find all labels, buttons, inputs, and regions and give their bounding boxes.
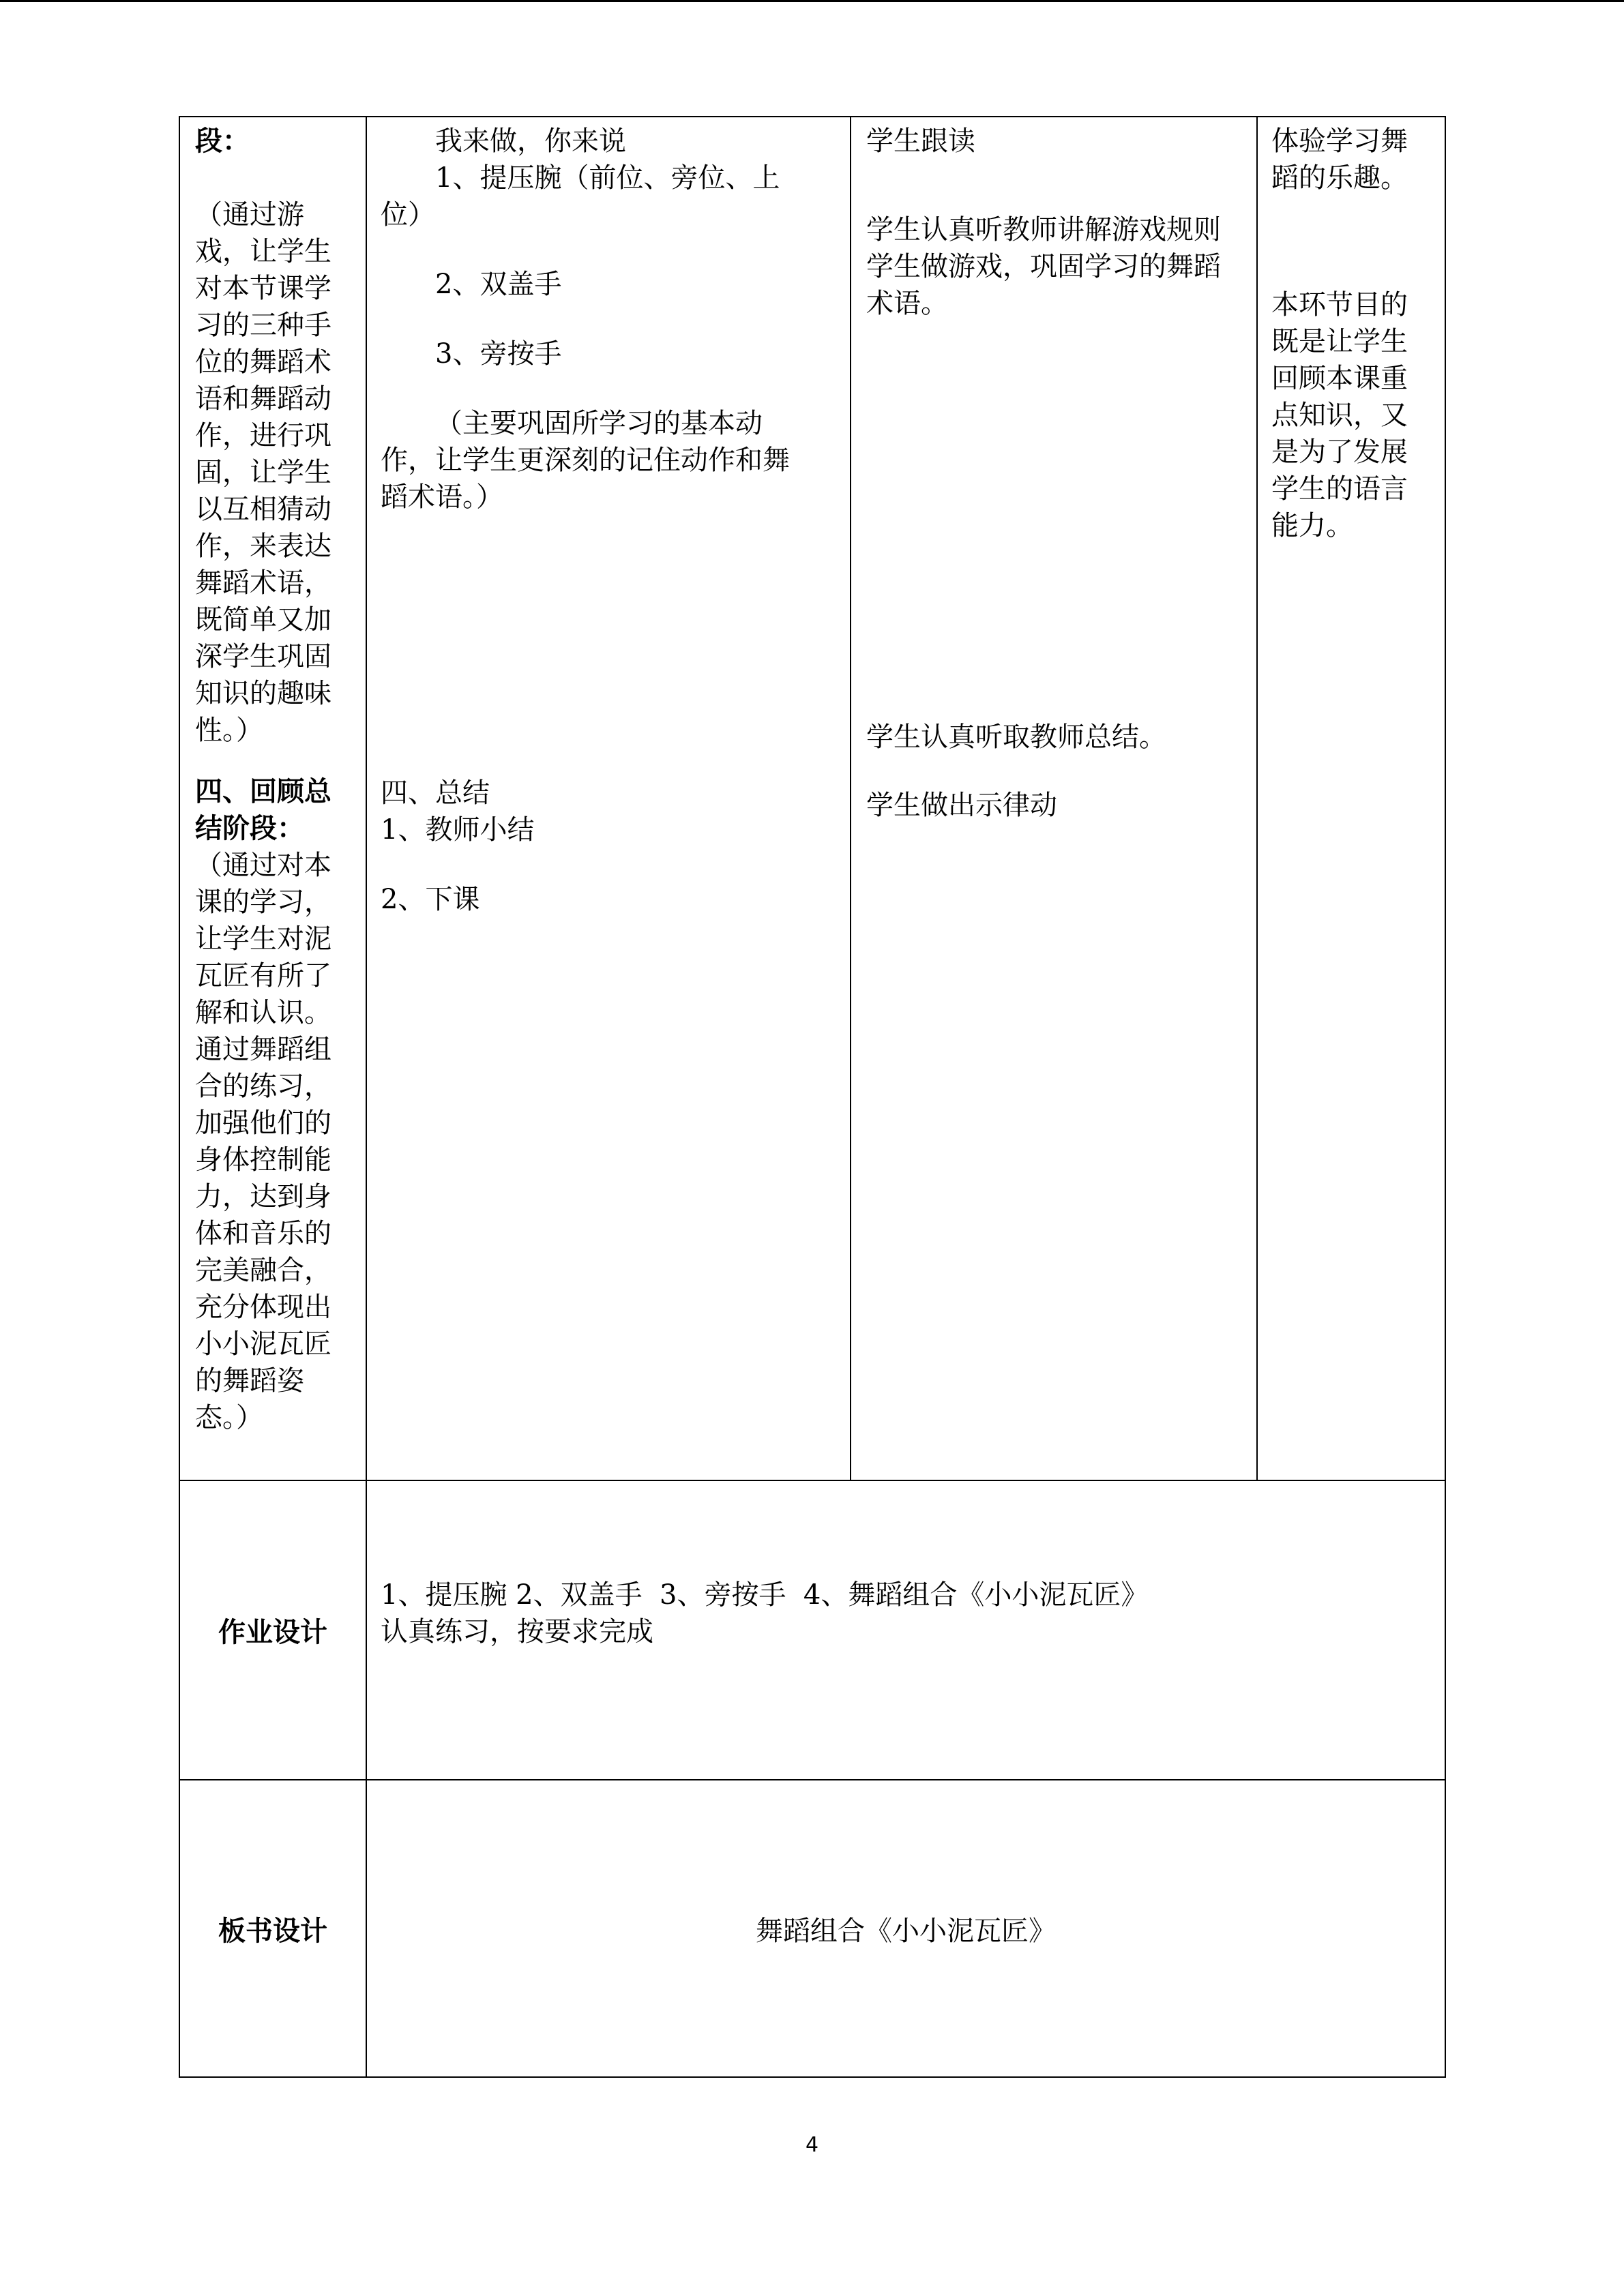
summary-item-2: 2、下课 <box>381 884 480 915</box>
summary-item-1: 1、教师小结 <box>381 814 535 846</box>
review-stage-heading: 四、回顾总 结阶段： <box>195 775 331 844</box>
homework-label: 作业设计 <box>180 1481 367 1779</box>
homework-line-1: 1、提压腕 2、双盖手 3、旁按手 4、舞蹈组合《小小泥瓦匠》 <box>381 1579 1149 1611</box>
item-3: 3、旁按手 <box>435 338 562 370</box>
top-border-line <box>0 0 1624 2</box>
game-stage-description: （通过游 戏，让学生 对本节课学 习的三种手 位的舞蹈术 语和舞蹈动 作，进行巩 固，让学生 以互相猜动 作，来表达 舞蹈术语， 既简单又加 深学生巩固 知识的趣味 性。） <box>195 199 331 746</box>
table-row-board <box>180 1779 1445 2076</box>
table-row-activities <box>180 117 1445 1480</box>
homework-content <box>367 1481 1445 1779</box>
game-stage-heading: 段： <box>195 125 250 157</box>
note-line-2: 作，让学生更深刻的记住动作和舞 <box>381 445 790 476</box>
homework-line-2: 认真练习，按要求完成 <box>381 1616 653 1648</box>
student-activity-column <box>851 117 1258 1480</box>
student-game-line-3: 术语。 <box>866 288 948 319</box>
student-game-line-1: 学生认真听教师讲解游戏规则 <box>866 214 1221 245</box>
table-row-homework <box>180 1480 1445 1779</box>
page-number: 4 <box>805 2133 819 2157</box>
item-1-line-1: 1、提压腕（前位、旁位、上 <box>435 162 780 194</box>
student-follow-read: 学生跟读 <box>866 125 975 157</box>
intent-paragraph-1: 体验学习舞 蹈的乐趣。 <box>1271 125 1408 194</box>
board-label: 板书设计 <box>180 1780 367 2076</box>
review-stage-description: （通过对本 课的学习， 让学生对泥 瓦匠有所了 解和认识。 通过舞蹈组 合的练习， 加强他们的 身体控制能 力，达到身 体和音乐的 完美融合， 充分体现出 小小泥瓦匠 的舞蹈姿 态。） <box>195 850 331 1433</box>
student-game-line-2: 学生做游戏，巩固学习的舞蹈 <box>866 251 1221 282</box>
student-listen-summary: 学生认真听取教师总结。 <box>866 721 1166 753</box>
student-rhythm: 学生做出示律动 <box>866 790 1057 821</box>
note-line-3: 蹈术语。） <box>381 481 503 513</box>
game-title: 我来做，你来说 <box>435 125 626 157</box>
board-content: 舞蹈组合《小小泥瓦匠》 <box>756 1915 1056 1947</box>
design-intent-column <box>1258 117 1445 1480</box>
intent-paragraph-2: 本环节目的 既是让学生 回顾本课重 点知识，又 是为了发展 学生的语言 能力。 <box>1271 289 1408 541</box>
item-1-line-2: 位） <box>381 199 435 230</box>
lesson-plan-table <box>179 116 1446 2078</box>
stage-column <box>180 117 367 1480</box>
teacher-activity-column <box>367 117 851 1480</box>
note-line-1: （主要巩固所学习的基本动 <box>435 408 763 439</box>
summary-title: 四、总结 <box>381 777 490 809</box>
item-2: 2、双盖手 <box>435 269 562 300</box>
